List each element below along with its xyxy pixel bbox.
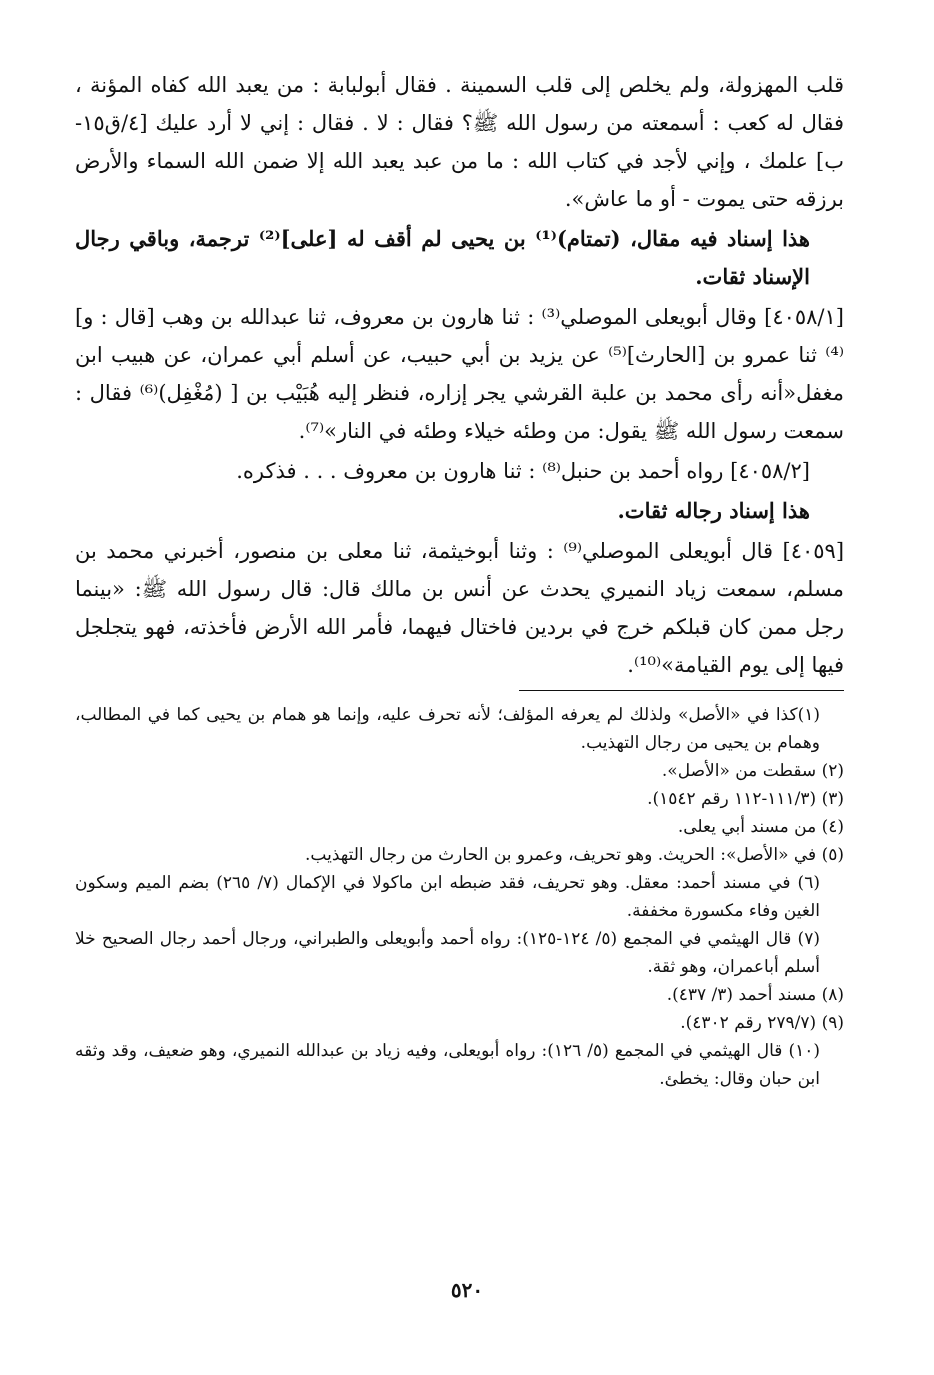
footnote-8: (٨) مسند أحمد (٣/ ٤٣٧). [666, 985, 844, 1005]
main-text [75, 66, 844, 684]
footnote-9: (٩) (٢٧٩/٧ رقم ٤٣٠٢). [680, 1013, 844, 1033]
paragraph-hadith-4059: [٤٠٥٩] قال أبويعلى الموصلي⁽⁹⁾ : وثنا أبوخيثمة، ثنا معلى بن منصور، أخبرني محمد بن مسلم، سمعت زياد النميري يحدث عن أنس بن مالك قال: قال رسول الله ﷺ: «بينما رجل ممن كان قبلكم خرج في بردين فاختال فيهما، فأمر الله الأرض فأخذته، فهو يتجلجل فيها إلى يوم القيامة»⁽¹⁰⁾. [75, 539, 845, 677]
footnote-5: (٥) في «الأصل»: الحريث. وهو تحريف، وعمرو بن الحارث من رجال التهذيب. [305, 845, 844, 865]
paragraph-continuation: قلب المهزولة، ولم يخلص إلى قلب السمينة . فقال أبولبابة : من يعبد الله كفاه المؤنة ، فقال له كعب : أسمعته من رسول الله ﷺ؟ فقال : لا . فقال : إني لا أرد عليك [٤/ق١٥-ب] علمك ، وإني لأجد في كتاب الله : ما من عبد يعبد الله إلا ضمن الله السماء والأرض برزقه حتى يموت - أو ما عاش». [75, 73, 844, 211]
page-number: ٥٢٠ [450, 1278, 484, 1302]
footnote-2: (٢) سقطت من «الأصل». [661, 761, 844, 781]
paragraph-hadith-4058-1: [٤٠٥٨/١] وقال أبويعلى الموصلي⁽³⁾ : ثنا هارون بن معروف، ثنا عبدالله بن وهب [قال : و]⁽⁴⁾ ثنا عمرو بن [الحارث]⁽⁵⁾ عن يزيد بن أبي حبيب، عن أسلم أبي عمران، عن هبيب ابن مغفل«أنه رأى محمد بن علبة القرشي يجر إزاره، فنظر إليه هُبَيْب بن [ (مُغْفِل)⁽⁶⁾ فقال : سمعت رسول الله ﷺ يقول: من وطئه خيلاء وطئه في النار»⁽⁷⁾. [75, 305, 844, 443]
footnote-7: (٧) قال الهيثمي في المجمع (٥/ ١٢٤-١٢٥): رواه أحمد وأبويعلى والطبراني، ورجال أحمد رجال الصحيح خلا أسلم أباعمران، وهو ثقة. [75, 929, 820, 977]
paragraph-hadith-4058-2: [٤٠٥٨/٢] رواه أحمد بن حنبل⁽⁸⁾ : ثنا هارون بن معروف . . . فذكره. [236, 459, 810, 483]
paragraph-isnad-comment-2: هذا إسناد رجاله ثقات. [617, 498, 810, 523]
footnote-3: (٣) (١١١/٣-١١٢ رقم ١٥٤٢). [647, 789, 844, 809]
paragraph-isnad-comment-1: هذا إسناد فيه مقال، (تمتام)⁽¹⁾ بن يحيى لم أقف له [على]⁽²⁾ ترجمة، وباقي رجال الإسناد ثقات. [75, 226, 811, 289]
footnote-divider [519, 690, 844, 691]
footnote-10: (١٠) قال الهيثمي في المجمع (٥/ ١٢٦): رواه أبويعلى، وفيه زياد بن عبدالله النميري، وهو ضعيف، وقد وثقه ابن حبان وقال: يخطئ. [75, 1041, 820, 1089]
footnote-4: (٤) من مسند أبي يعلى. [677, 817, 844, 837]
footnote-6: (٦) في مسند أحمد: معقل. وهو تحريف، فقد ضبطه ابن ماكولا في الإكمال (٧/ ٢٦٥) بضم الميم وسكون الغين وفاء مكسورة مخففة. [75, 873, 820, 921]
footnote-1: (١)كذا في «الأصل» ولذلك لم يعرفه المؤلف؛ لأنه تحرف عليه، وإنما هو همام بن يحيى كما في المطالب، وهمام بن يحيى من رجال التهذيب. [75, 705, 820, 753]
footnotes [75, 701, 844, 1093]
